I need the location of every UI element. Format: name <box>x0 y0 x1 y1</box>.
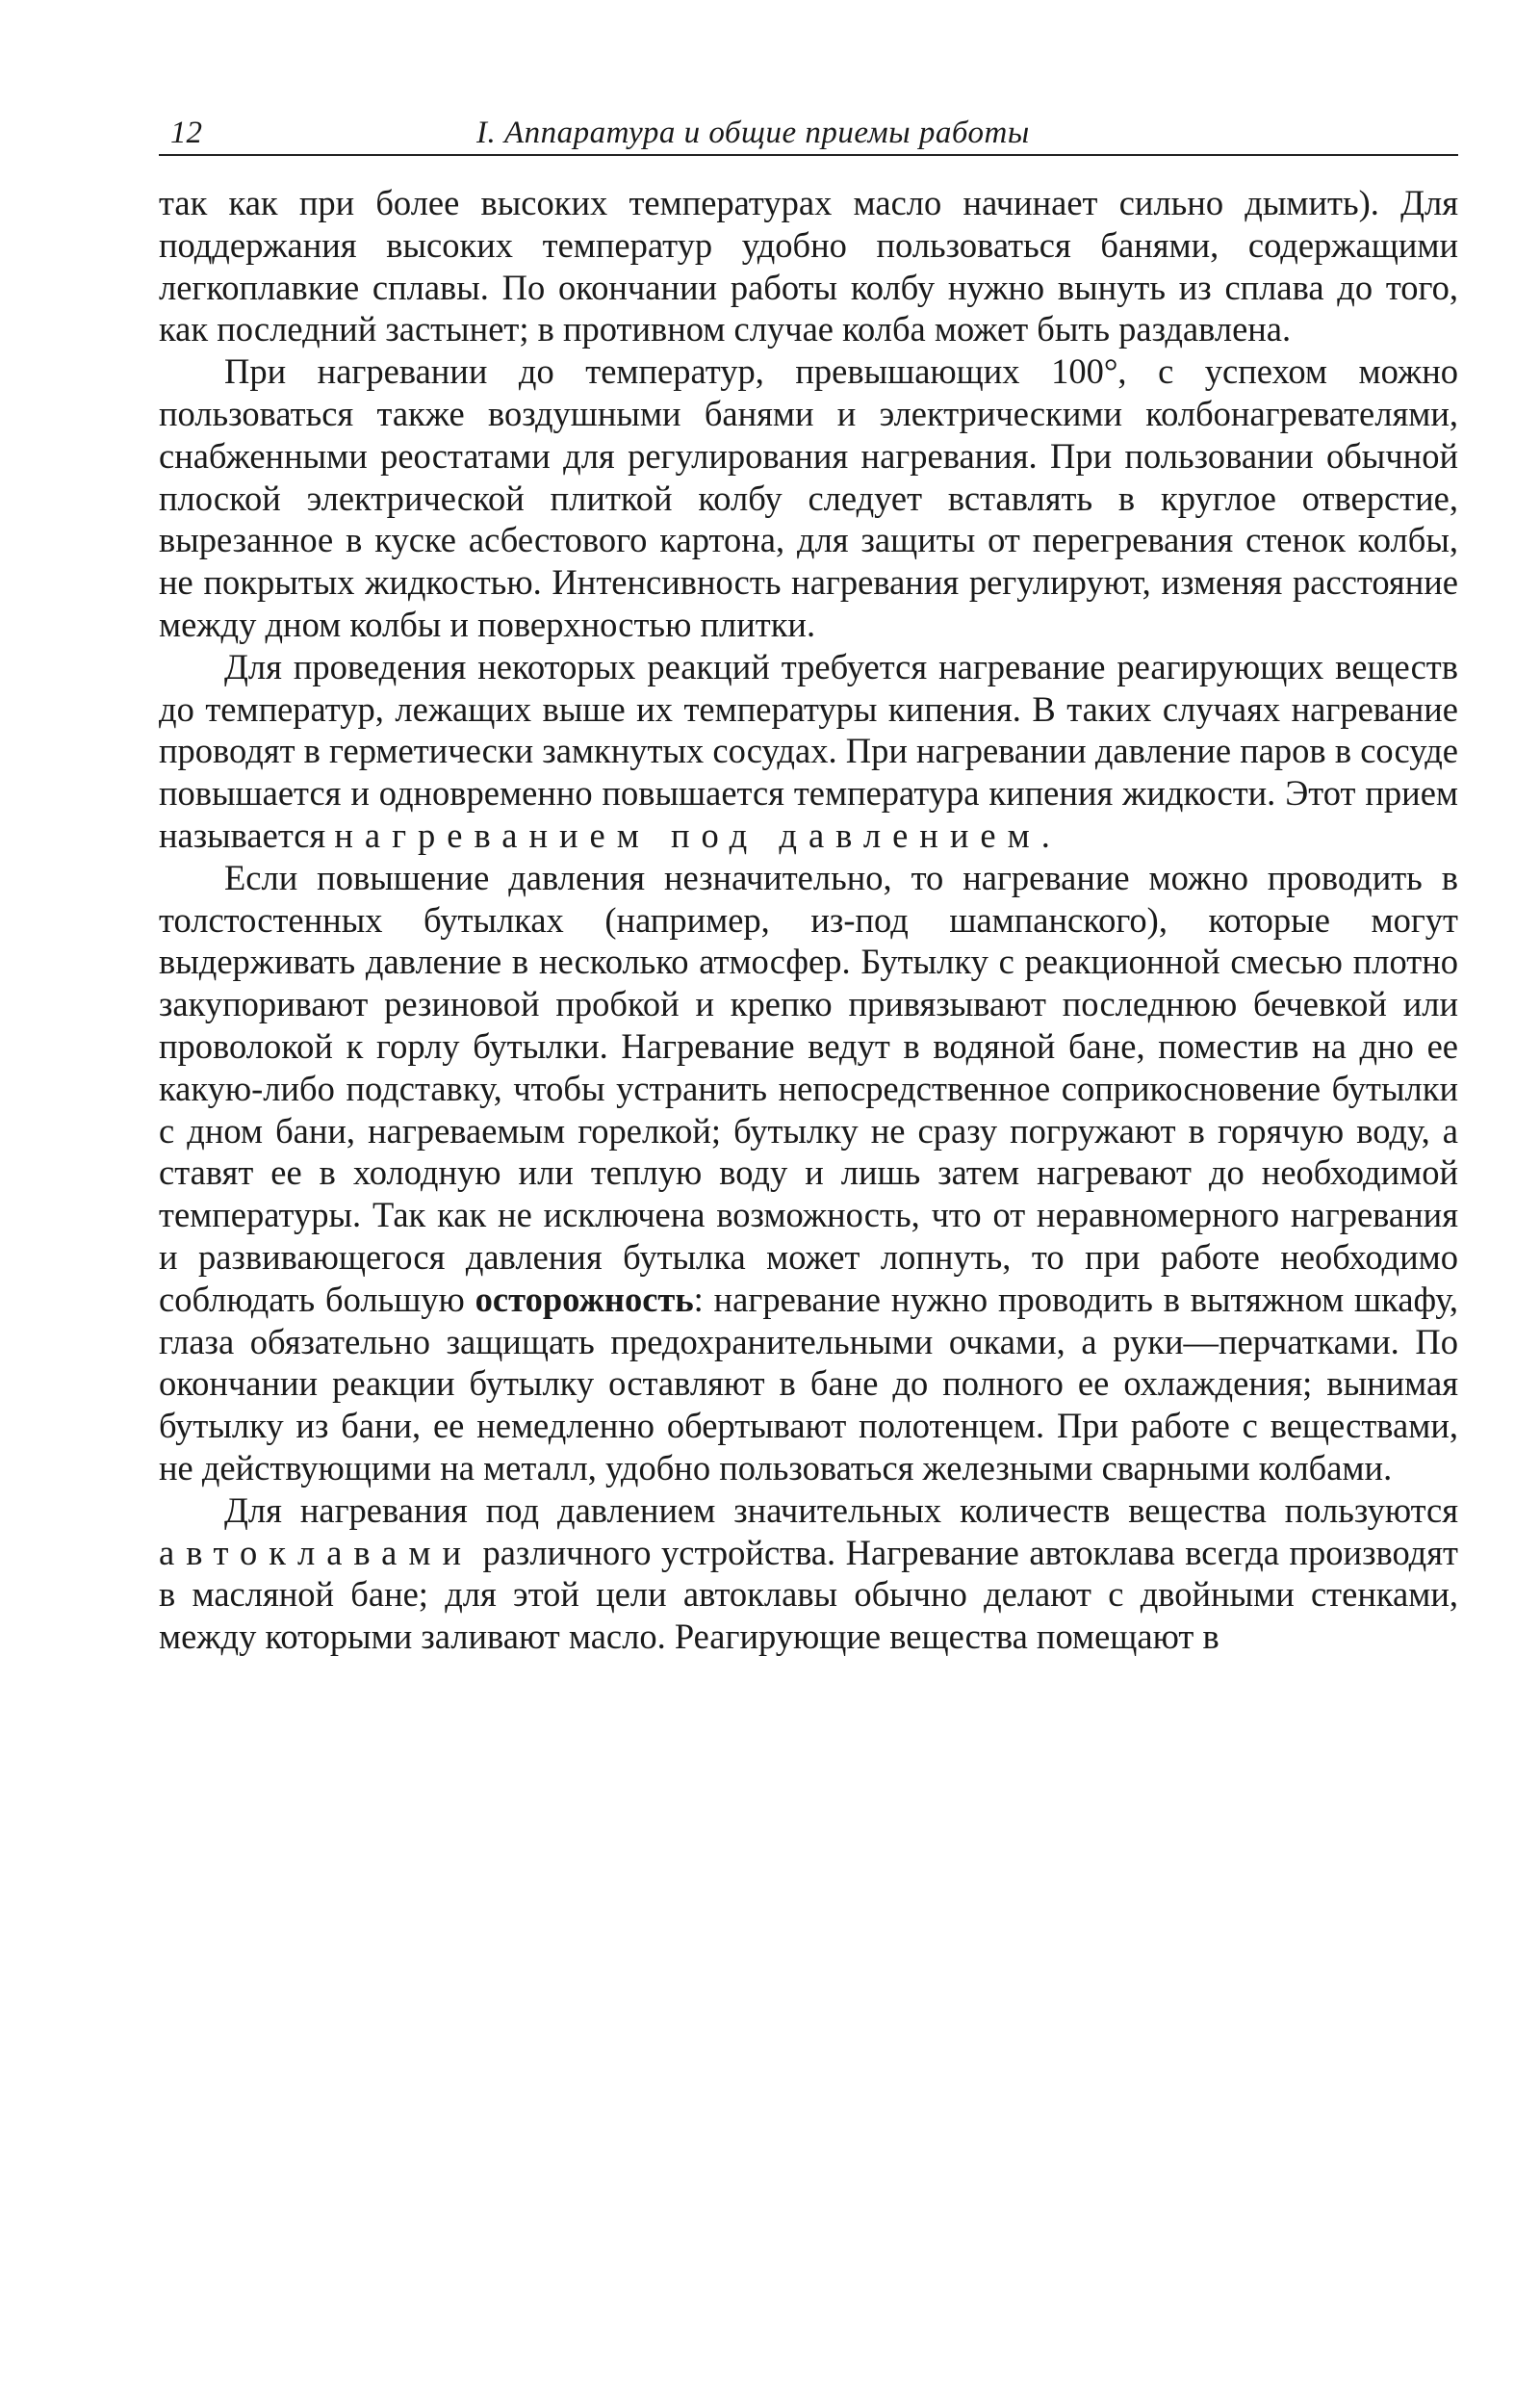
paragraph-text: различного устройства. Нагревание автоклава всегда производят в масляной бане; для этой цели автоклавы обычно делают с двойными стенками, между которыми заливают масло. Реагирующие вещества помещают в <box>159 1532 1458 1657</box>
paragraph-autoclaves <box>159 1489 1458 1658</box>
paragraph-air-baths: При нагревании до температур, превышающих 100°, с успехом можно пользоваться также воздушными банями и электрическими колбонагревателями, снабженными реостатами для регулирования нагревания. При пользовании обычной плоской электрической плиткой колбу следует вставлять в круглое отверстие, вырезанное в куске асбестового картона, для защиты от перегревания стенок колбы, не покрытых жидкостью. Интенсивность нагревания регулируют, изменяя расстояние между дном колбы и поверхностью плитки. <box>159 351 1458 644</box>
bold-term: осторожность <box>475 1279 694 1319</box>
paragraph-text: . <box>1040 815 1050 855</box>
body-text <box>159 182 1458 1658</box>
chapter-title: I. Аппаратура и общие приемы работы <box>476 116 1030 150</box>
running-header <box>159 108 1458 156</box>
paragraph-text: Для нагревания под давлением значительных количеств вещества пользуются <box>224 1489 1458 1530</box>
paragraph-text: Для проведения некоторых реакций требуется нагревание реагирующих веществ до температур, лежащих выше их температуры кипения. В таких случаях нагревание проводят в герметически замкнутых сосудах. При нагревании давление паров в сосуде повышается и одновременно повышается температура кипения жидкости. Этот прием называется <box>159 646 1458 855</box>
emphasized-term: автоклавами <box>159 1532 473 1572</box>
page-number: 12 <box>170 116 202 150</box>
emphasized-term: нагреванием под давлением <box>334 815 1041 855</box>
paragraph-continued: так как при более высоких температурах масло начинает сильно дымить). Для поддержания высоких температур удобно пользоваться банями, содержащими легкоплавкие сплавы. По окончании работы колбу нужно вынуть из сплава до того, как последний застынет; в противном случае колба может быть раздавлена. <box>159 183 1458 349</box>
paragraph-sealed-vessels <box>159 646 1458 857</box>
book-page <box>159 108 1458 1658</box>
paragraph-text: : нагревание нужно проводить в вытяжном шкафу, глаза обязательно защищать предохранительными очками, а руки—перчатками. По окончании реакции бутылку оставляют в бане до полного ее охлаждения; вынимая бутылку из бани, ее немедленно обертывают полотенцем. При работе с веществами, не действующими на металл, удобно пользоваться железными сварными колбами. <box>159 1279 1458 1488</box>
paragraph-text: Если повышение давления незначительно, то нагревание можно проводить в толстостенных бутылках (например, из-под шампанского), которые могут выдерживать давление в несколько атмосфер. Бутылку с реакционной смесью плотно закупоривают резиновой пробкой и крепко привязывают последнюю бечевкой или проволокой к горлу бутылки. Нагревание ведут в водяной бане, поместив на дно ее какую-либо подставку, чтобы устранить непосредственное соприкосновение бутылки с дном бани, нагреваемым горелкой; бутылку не сразу погружают в горячую воду, а ставят ее в холодную или теплую воду и лишь затем нагревают до необходимой температуры. Так как не исключена возможность, что от неравномерного нагревания и развивающегося давления бутылка может лопнуть, то при работе необходимо соблюдать большую <box>159 857 1458 1319</box>
paragraph-bottles <box>159 857 1458 1489</box>
